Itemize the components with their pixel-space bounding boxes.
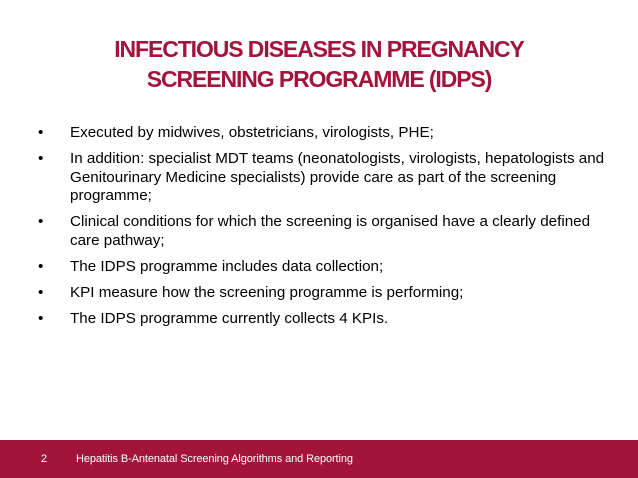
slide-title-line-2: SCREENING PROGRAMME (IDPS) bbox=[146, 66, 492, 92]
bullet-marker: • bbox=[38, 283, 44, 301]
bullet-item bbox=[38, 124, 608, 143]
bullet-text: Executed by midwives, obstetricians, virologists, PHE; bbox=[70, 124, 434, 141]
footer-bar bbox=[0, 440, 638, 478]
bullet-text: In addition: specialist MDT teams (neonatologists, virologists, hepatologists and Genitourinary Medicine specialists) provide care as part of the screening programme; bbox=[70, 150, 605, 205]
bullet-list bbox=[38, 124, 608, 336]
slide-number: 2 bbox=[41, 453, 48, 465]
bullet-marker: • bbox=[38, 213, 44, 231]
bullet-text: The IDPS programme includes data collection; bbox=[70, 257, 384, 275]
footer-text: Hepatitis B-Antenatal Screening Algorithms and Reporting bbox=[76, 453, 353, 465]
bullet-text: Clinical conditions for which the screening is organised have a clearly defined care pathway; bbox=[70, 213, 591, 249]
bullet-marker: • bbox=[38, 150, 44, 168]
bullet-item bbox=[38, 284, 608, 303]
slide-title bbox=[0, 34, 638, 94]
bullet-marker: • bbox=[38, 257, 44, 275]
bullet-item bbox=[38, 150, 608, 206]
bullet-item bbox=[38, 310, 608, 329]
bullet-marker: • bbox=[38, 309, 44, 327]
bullet-marker: • bbox=[38, 124, 44, 141]
bullet-text: The IDPS programme currently collects 4 KPIs. bbox=[70, 309, 389, 327]
bullet-item bbox=[38, 258, 608, 277]
bullet-text: KPI measure how the screening programme is performing; bbox=[70, 283, 464, 301]
slide-title-line-1: INFECTIOUS DISEASES IN PREGNANCY bbox=[114, 36, 524, 62]
bullet-item bbox=[38, 213, 608, 250]
